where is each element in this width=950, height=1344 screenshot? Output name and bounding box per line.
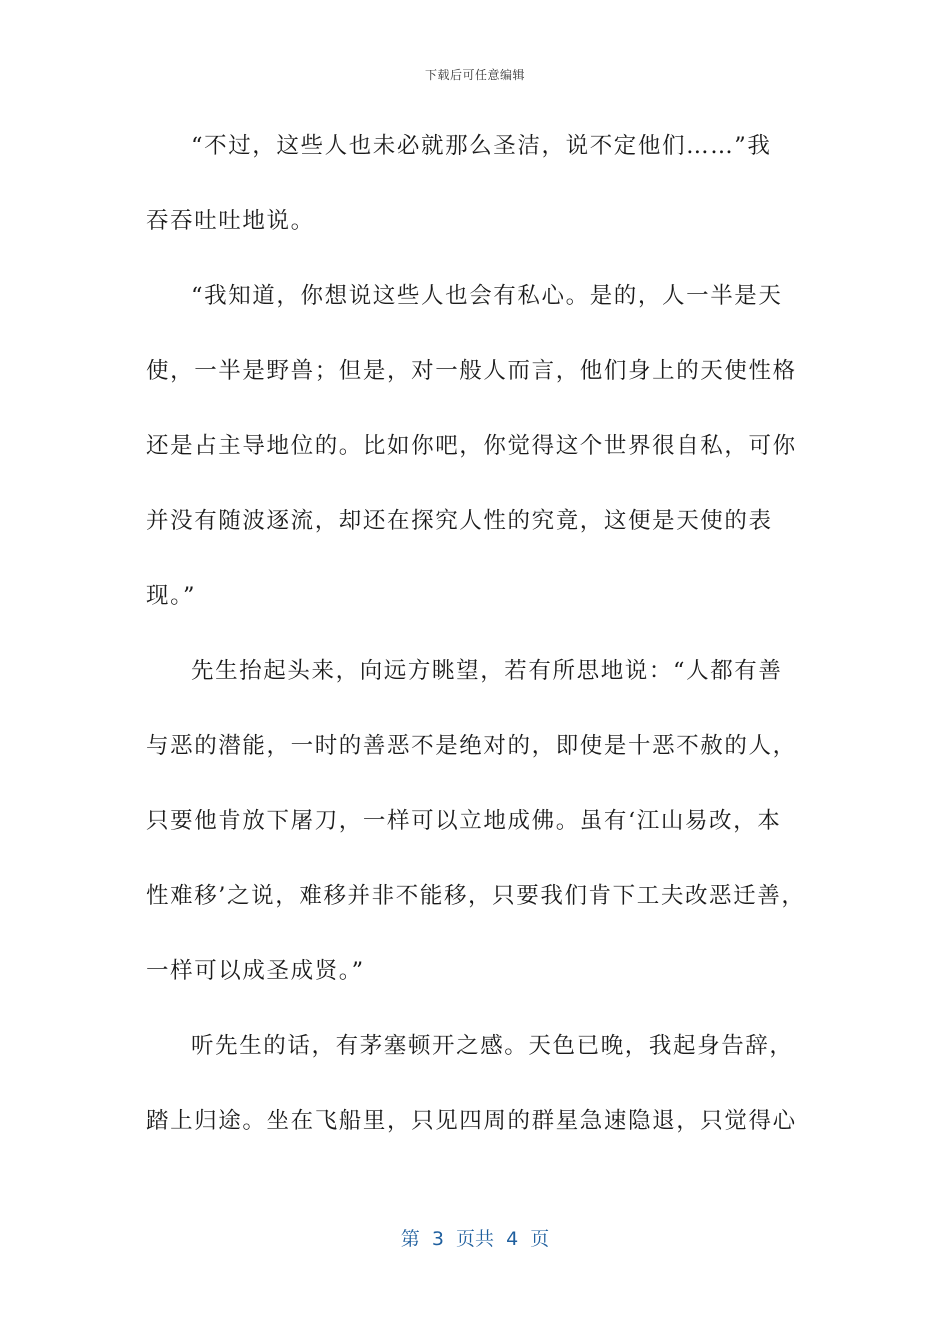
paragraph-line: 踏上归途。坐在飞船里，只见四周的群星急速隐退，只觉得心: [146, 1108, 797, 1134]
paragraph-line: 一样可以成圣成贤。”: [146, 958, 365, 984]
document-body: [146, 120, 806, 1170]
paragraph-line: 只要他肯放下屠刀，一样可以立地成佛。虽有‘江山易改，本: [146, 808, 782, 834]
paragraph-line: 使，一半是野兽；但是，对一般人而言，他们身上的天使性格: [146, 358, 797, 384]
paragraph-line: 性难移’之说，难移并非不能移，只要我们肯下工夫改恶迁善，: [146, 883, 806, 909]
paragraph-line: 还是占主导地位的。比如你吧，你觉得这个世界很自私，可你: [146, 433, 797, 459]
paragraph-line: 并没有随波逐流，却还在探究人性的究竟，这便是天使的表: [146, 508, 773, 534]
paragraph-line: “我知道，你想说这些人也会有私心。是的，人一半是天: [191, 283, 783, 309]
page-header: 下载后可任意编辑: [424, 68, 525, 82]
paragraph-line: 先生抬起头来，向远方眺望，若有所思地说：“人都有善: [191, 658, 783, 684]
paragraph-line: “不过，这些人也未必就那么圣洁，说不定他们……”我: [191, 133, 772, 159]
paragraph-line: 吞吞吐吐地说。: [146, 208, 315, 234]
paragraph-line: 听先生的话，有茅塞顿开之感。天色已晚，我起身告辞，: [191, 1033, 794, 1059]
page-footer: 第 3 页共 4 页: [400, 1228, 550, 1250]
paragraph-line: 与恶的潜能，一时的善恶不是绝对的，即使是十恶不赦的人，: [146, 733, 797, 759]
paragraph-line: 现。”: [146, 583, 197, 609]
